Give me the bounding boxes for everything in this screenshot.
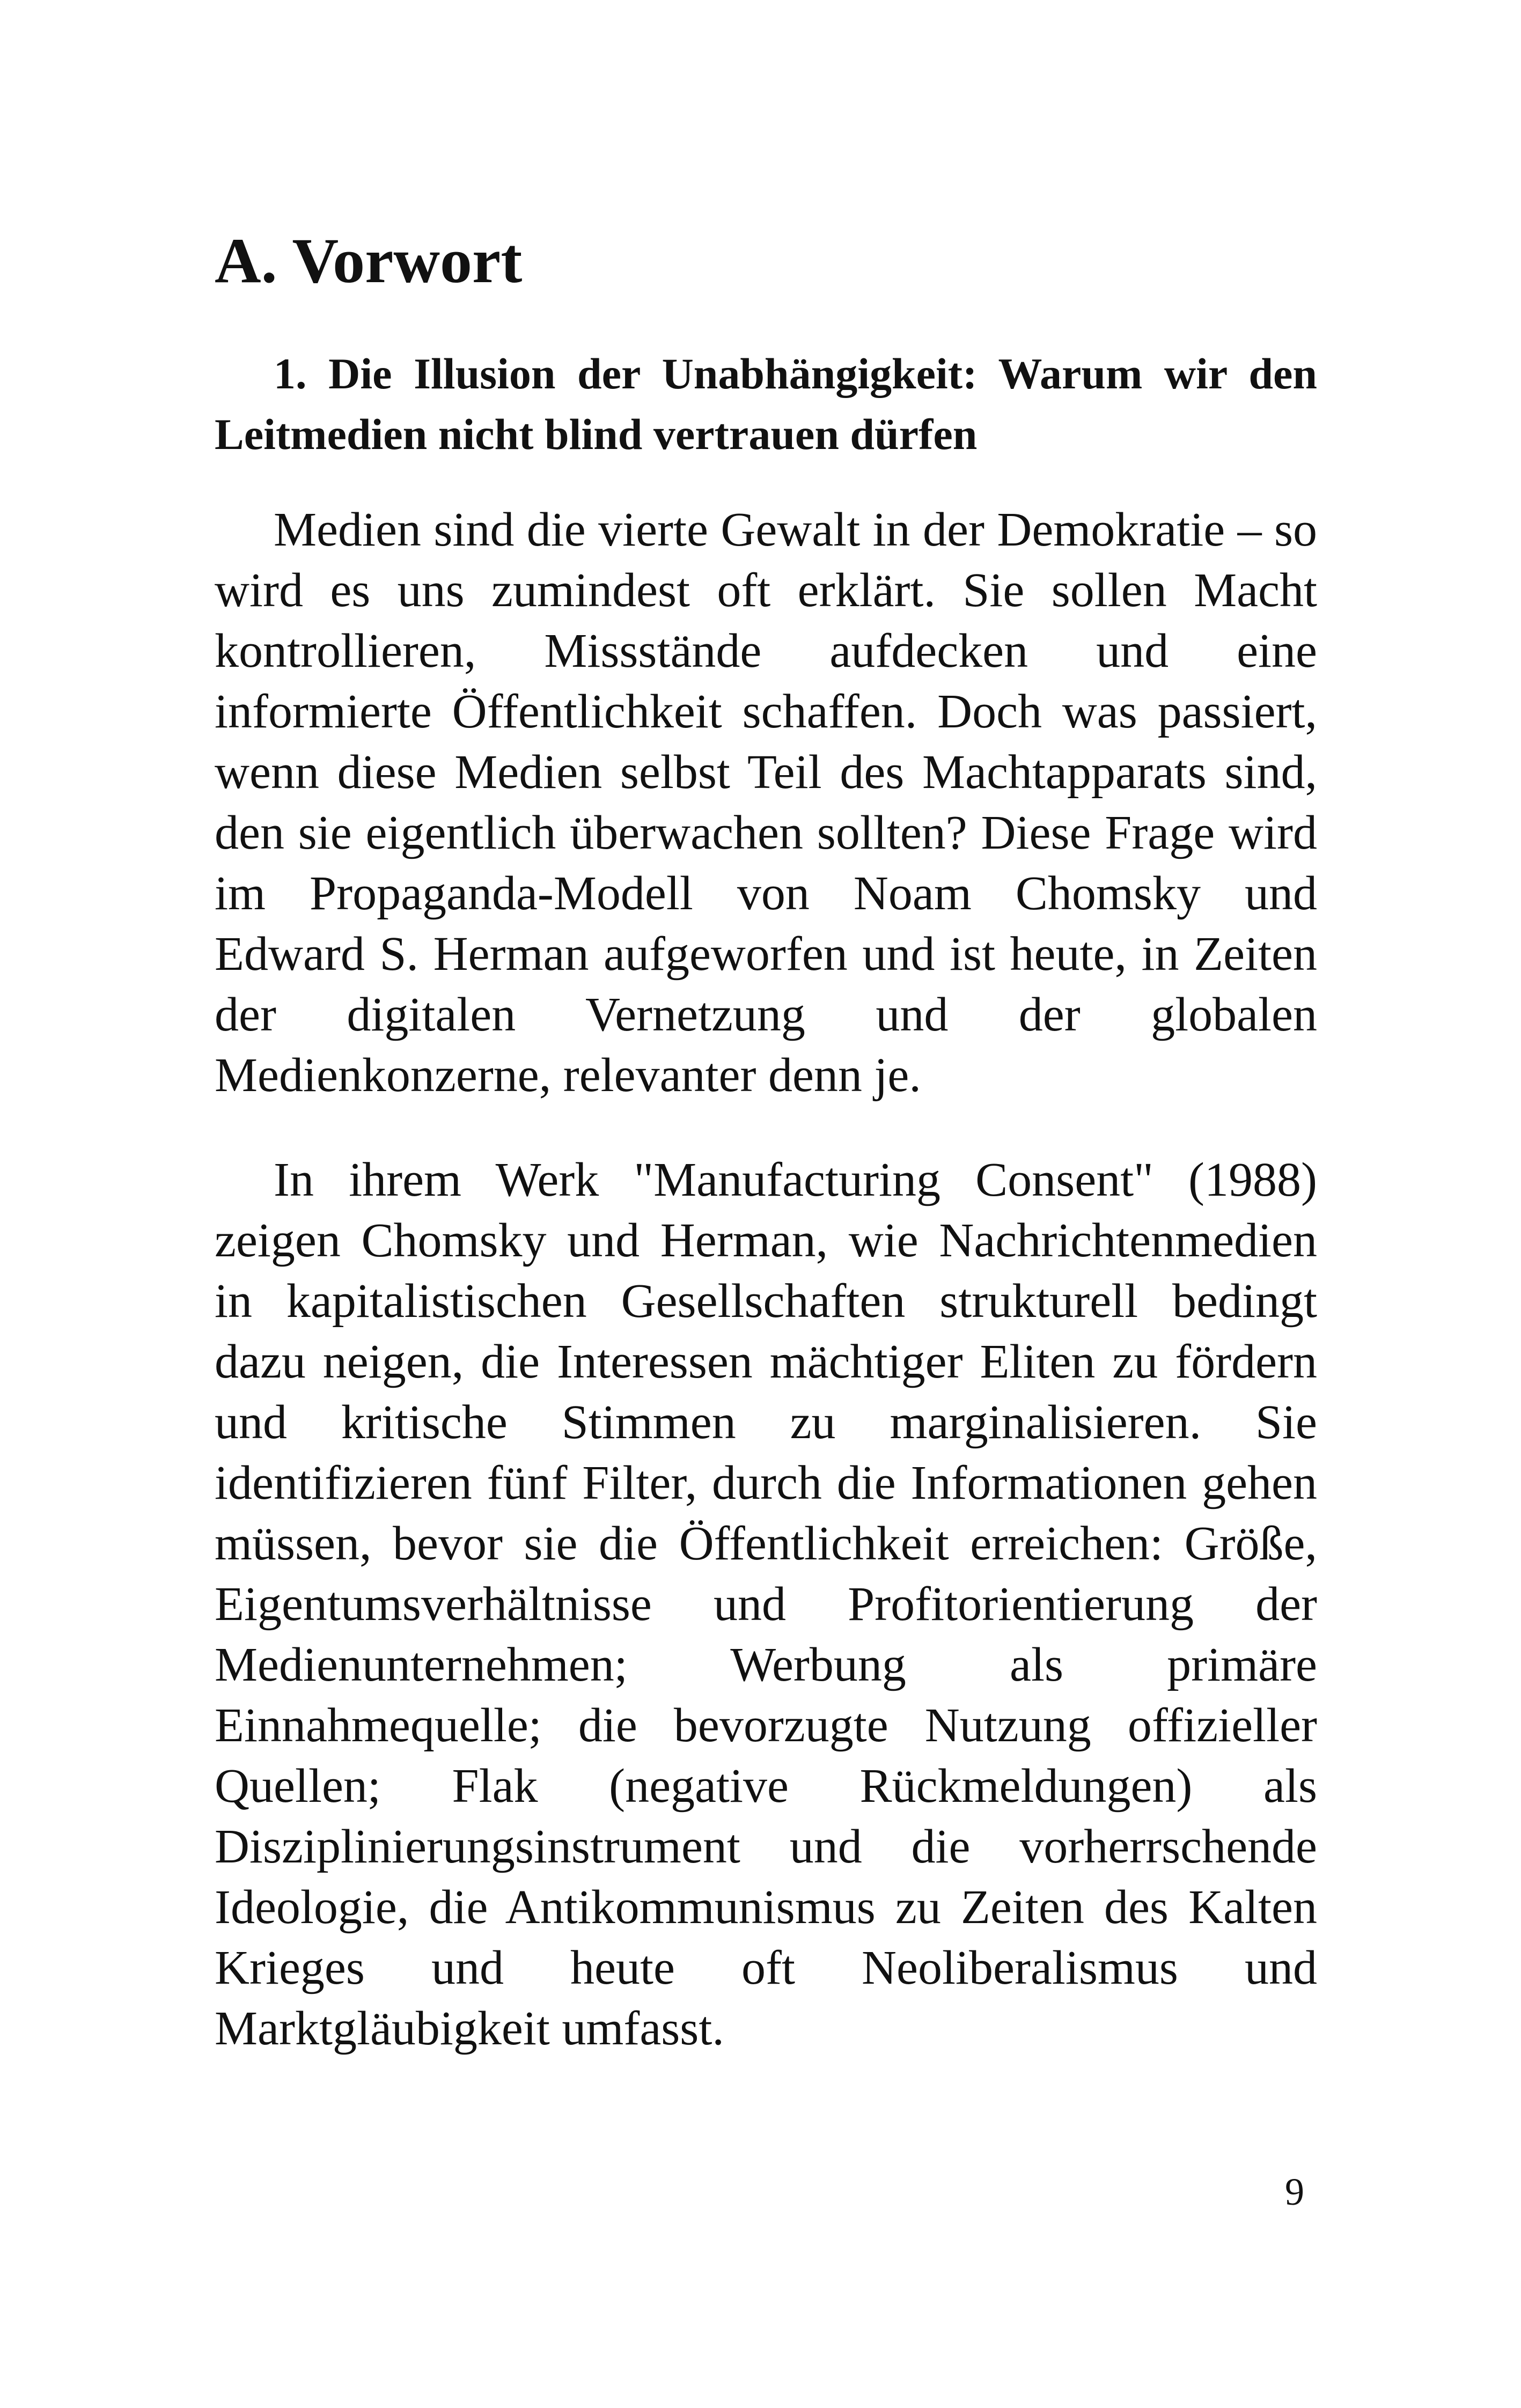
page-number: 9 (1285, 2170, 1304, 2213)
section-heading: 1. Die Illusion der Unabhängigkeit: Warum wir den Leitmedien nicht blind vertrauen dürfen (215, 349, 1317, 459)
page-body (215, 225, 1317, 2059)
chapter-heading: A. Vorwort (215, 225, 523, 296)
paragraph: Medien sind die vierte Gewalt in der Demokratie – so wird es uns zumindest oft erklärt. Sie sollen Macht kontrollieren, Missstände aufdecken und eine informierte Öffentlichkeit schaffen. Doch was passiert, wenn diese Medien selbst Teil des Machtapparats sind, den sie eigentlich überwachen sollten? Diese Frage wird im Propaganda-Modell von Noam Chomsky und Edward S. Herman aufgeworfen und ist heute, in Zeiten der digitalen Vernetzung und der globalen Medienkonzerne, relevanter denn je. (215, 503, 1317, 1102)
paragraph: In ihrem Werk "Manufacturing Consent" (1988) zeigen Chomsky und Herman, wie Nachrichtenmedien in kapitalistischen Gesellschaften strukturell bedingt dazu neigen, die Interessen mächtiger Eliten zu fördern und kritische Stimmen zu marginalisieren. Sie identifizieren fünf Filter, durch die Informationen gehen müssen, bevor sie die Öffentlichkeit erreichen: Größe, Eigentumsverhältnisse und Profitorientierung der Medienunternehmen; Werbung als primäre Einnahmequelle; die bevorzugte Nutzung offizieller Quellen; Flak (negative Rückmeldungen) als Disziplinierungsinstrument und die vorherrschende Ideologie, die Antikommunismus zu Zeiten des Kalten Krieges und heute oft Neoliberalismus und Marktgläubigkeit umfasst. (215, 1153, 1317, 2055)
